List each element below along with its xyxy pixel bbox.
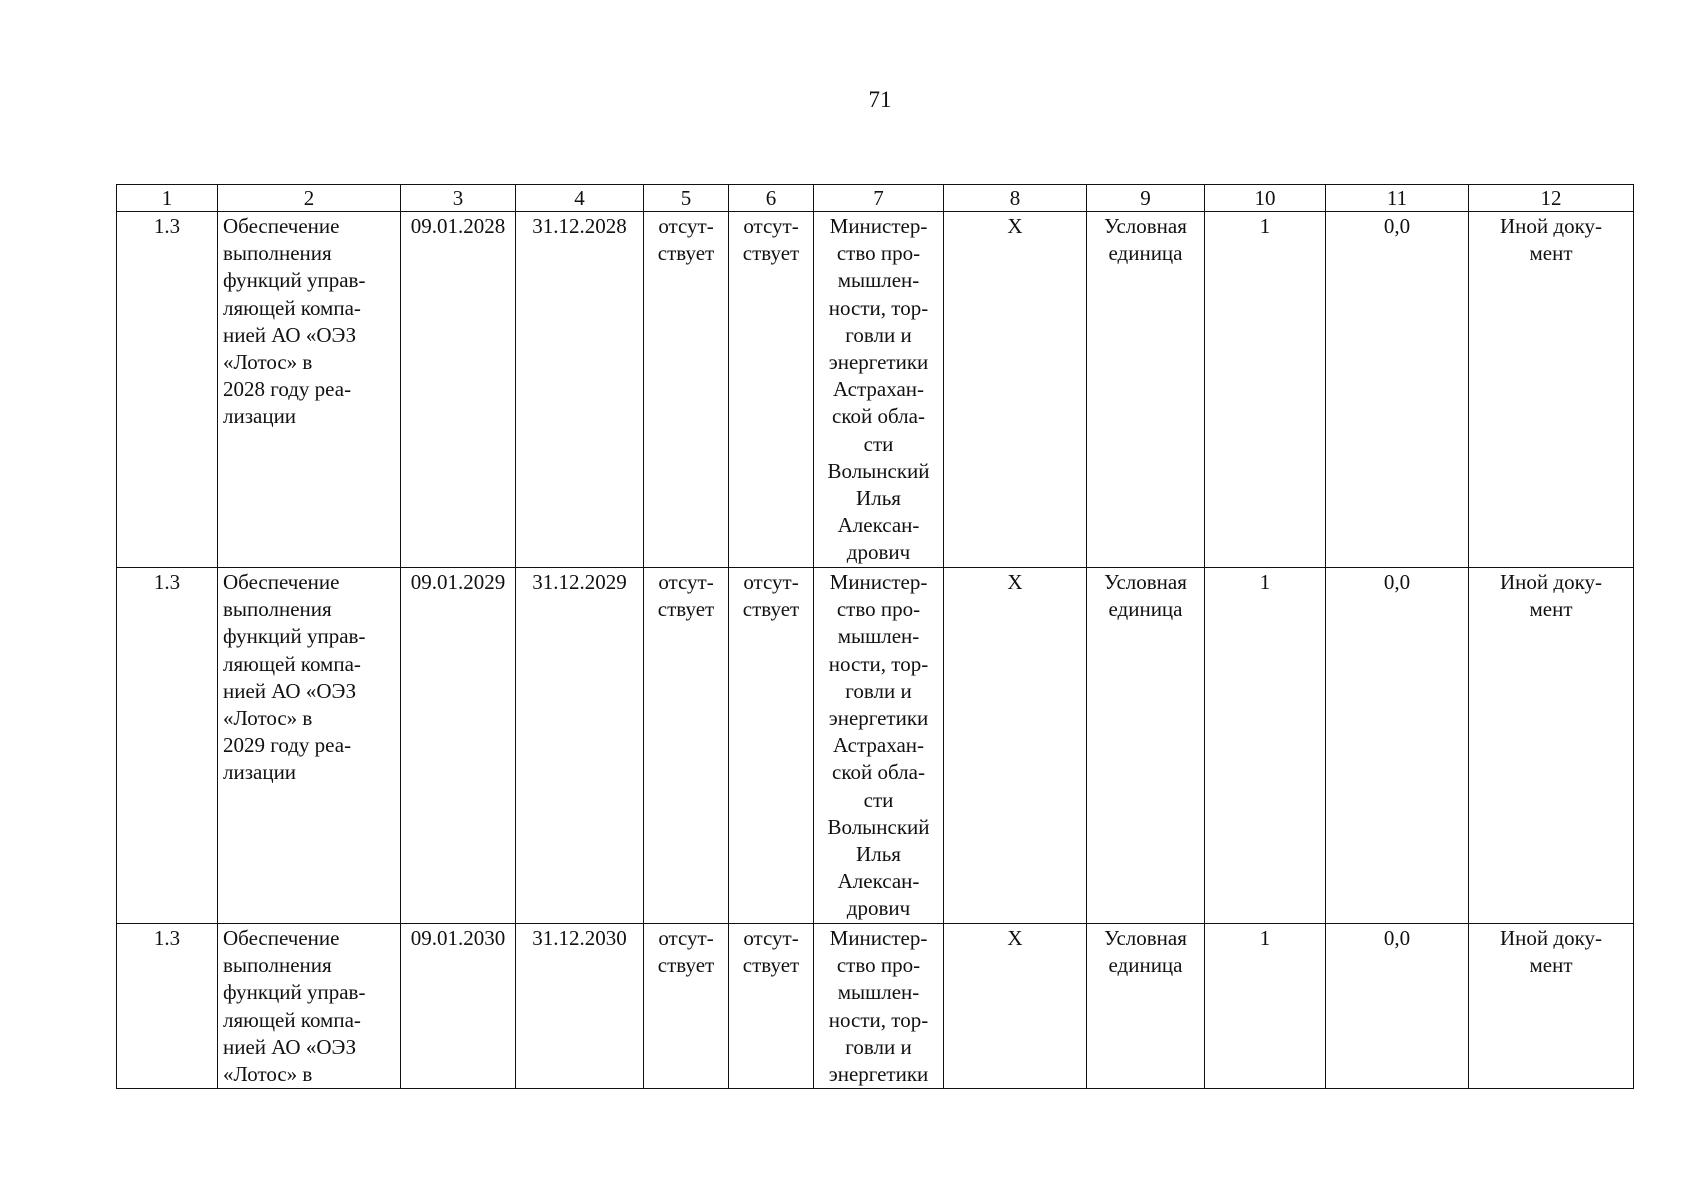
cell-start-date: 09.01.2030 (401, 924, 516, 1089)
cell-col5: отсут- ствует (644, 568, 729, 924)
cell-name: Обеспечение выполнения функций управ- ляющей компа- нией АО «ОЭЗ «Лотос» в 2028 году реа- лизации (218, 212, 401, 568)
cell-end-date: 31.12.2028 (516, 212, 644, 568)
cell-col6: отсут- ствует (729, 212, 814, 568)
cell-unit: Условная единица (1087, 924, 1205, 1089)
cell-col6: отсут- ствует (729, 568, 814, 924)
cell-col10: 1 (1205, 924, 1326, 1089)
header-cell: 2 (218, 185, 401, 212)
header-cell: 1 (117, 185, 218, 212)
header-cell: 3 (401, 185, 516, 212)
cell-responsible: Министер- ство про- мышлен- ности, тор- говли и энергетики Астрахан- ской обла- сти Волынский Илья Алексан- дрович (814, 212, 944, 568)
header-cell: 6 (729, 185, 814, 212)
cell-document: Иной доку- мент (1469, 568, 1634, 924)
header-cell: 11 (1326, 185, 1469, 212)
table-row (117, 924, 1634, 1089)
cell-col5: отсут- ствует (644, 924, 729, 1089)
cell-col8: X (944, 212, 1087, 568)
cell-col8: X (944, 924, 1087, 1089)
header-cell: 5 (644, 185, 729, 212)
cell-end-date: 31.12.2030 (516, 924, 644, 1089)
cell-unit: Условная единица (1087, 212, 1205, 568)
cell-col11: 0,0 (1326, 568, 1469, 924)
cell-responsible: Министер- ство про- мышлен- ности, тор- говли и энергетики Астрахан- ской обла- сти Волынский Илья Алексан- дрович (814, 568, 944, 924)
cell-responsible: Министер- ство про- мышлен- ности, тор- говли и энергетики (814, 924, 944, 1089)
header-cell: 10 (1205, 185, 1326, 212)
cell-start-date: 09.01.2028 (401, 212, 516, 568)
header-cell: 12 (1469, 185, 1634, 212)
cell-start-date: 09.01.2029 (401, 568, 516, 924)
cell-col5: отсут- ствует (644, 212, 729, 568)
cell-col11: 0,0 (1326, 924, 1469, 1089)
cell-col10: 1 (1205, 212, 1326, 568)
cell-number: 1.3 (117, 212, 218, 568)
cell-document: Иной доку- мент (1469, 212, 1634, 568)
header-cell: 7 (814, 185, 944, 212)
plan-table (116, 184, 1634, 1089)
cell-col6: отсут- ствует (729, 924, 814, 1089)
cell-col10: 1 (1205, 568, 1326, 924)
cell-number: 1.3 (117, 568, 218, 924)
header-cell: 4 (516, 185, 644, 212)
table-row (117, 568, 1634, 924)
cell-name: Обеспечение выполнения функций управ- ляющей компа- нией АО «ОЭЗ «Лотос» в 2029 году реа- лизации (218, 568, 401, 924)
table-row (117, 212, 1634, 568)
cell-unit: Условная единица (1087, 568, 1205, 924)
header-cell: 8 (944, 185, 1087, 212)
cell-end-date: 31.12.2029 (516, 568, 644, 924)
cell-document: Иной доку- мент (1469, 924, 1634, 1089)
cell-name: Обеспечение выполнения функций управ- ляющей компа- нией АО «ОЭЗ «Лотос» в (218, 924, 401, 1089)
cell-col11: 0,0 (1326, 212, 1469, 568)
cell-col8: X (944, 568, 1087, 924)
header-cell: 9 (1087, 185, 1205, 212)
page-number: 71 (868, 87, 892, 112)
cell-number: 1.3 (117, 924, 218, 1089)
header-row (117, 185, 1634, 212)
